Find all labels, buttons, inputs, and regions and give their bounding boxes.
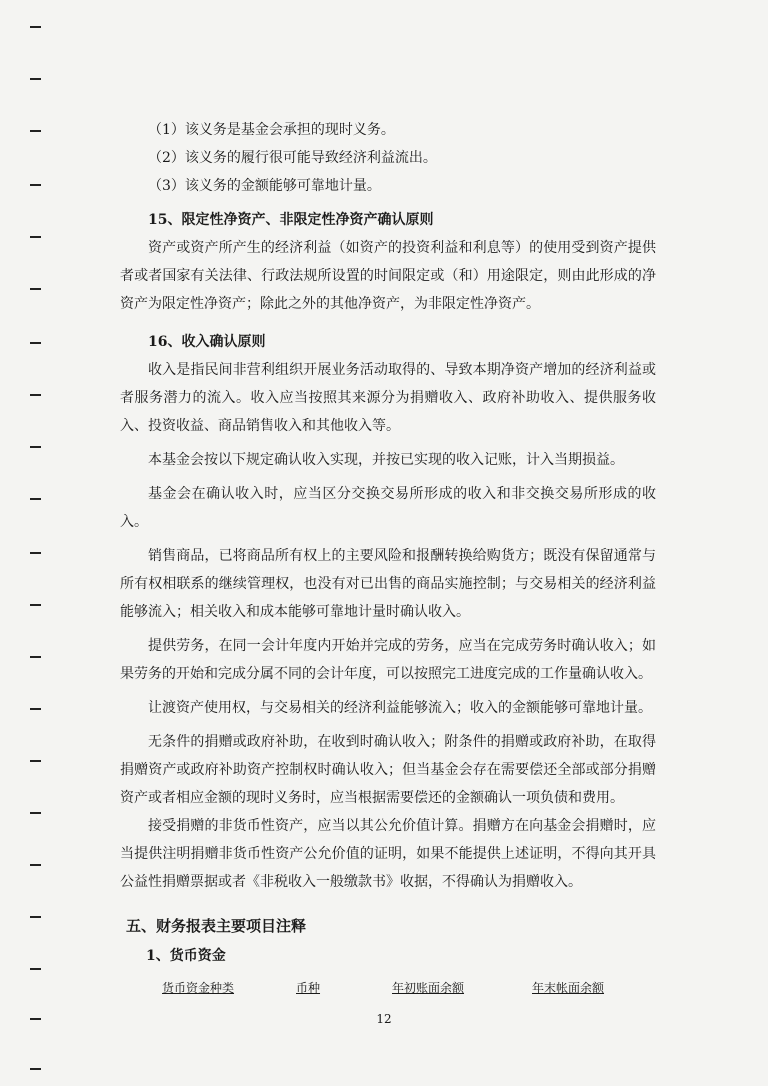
- cash-table-header: [120, 974, 656, 1002]
- section-16-paragraph-4: 销售商品，已将商品所有权上的主要风险和报酬转换给购货方；既没有保留通常与所有权相联系的继续管理权，也没有对已出售的商品实施控制；与交易相关的经济利益能够流入；相关收入和成本能够可靠地计量时确认收入。: [120, 548, 656, 620]
- page-number: 12: [376, 1012, 392, 1026]
- section-16-paragraph-8: 接受捐赠的非货币性资产，应当以其公允价值计算。捐赠方在向基金会捐赠时，应当提供注明捐赠非货币性资产公允价值的证明，如果不能提供上述证明，不得向其开具公益性捐赠票据或者《非税收入一般缴款书》收据，不得确认为捐赠收入。: [120, 818, 656, 890]
- section-16-paragraph-1: 收入是指民间非营利组织开展业务活动取得的、导致本期净资产增加的经济利益或者服务潜力的流入。收入应当按照其来源分为捐赠收入、政府补助收入、提供服务收入、投资收益、商品销售收入和其他收入等。: [120, 362, 656, 434]
- section-16-heading: 16、收入确认原则: [148, 334, 266, 350]
- section-15-heading: 15、限定性净资产、非限定性净资产确认原则: [148, 212, 434, 228]
- binding-hole-marks: [30, 0, 44, 1086]
- section-5-title: 五、财务报表主要项目注释: [126, 917, 307, 935]
- table-header-currency: 币种: [296, 981, 321, 995]
- section-15-paragraph: 资产或资产所产生的经济利益（如资产的投资利益和利息等）的使用受到资产提供者或者国家有关法律、行政法规所设置的时间限定或（和）用途限定，则由此形成的净资产为限定性净资产；除此之外的其他净资产，为非限定性净资产。: [120, 240, 656, 312]
- section-16-paragraph-2: 本基金会按以下规定确认收入实现，并按已实现的收入记账，计入当期损益。: [148, 452, 624, 468]
- section-16-paragraph-5: 提供劳务，在同一会计年度内开始并完成的劳务，应当在完成劳务时确认收入；如果劳务的开始和完成分属不同的会计年度，可以按照完工进度完成的工作量确认收入。: [120, 638, 656, 682]
- table-header-closing-balance: 年末帐面余额: [532, 981, 605, 995]
- section-16-paragraph-3: 基金会在确认收入时，应当区分交换交易所形成的收入和非交换交易所形成的收入。: [120, 486, 656, 530]
- section-16-paragraph-6: 让渡资产使用权，与交易相关的经济利益能够流入；收入的金额能够可靠地计量。: [148, 700, 652, 716]
- cash-subtitle: 1、货币资金: [146, 948, 226, 964]
- section-16-paragraph-7: 无条件的捐赠或政府补助，在收到时确认收入；附条件的捐赠或政府补助，在取得捐赠资产或政府补助资产控制权时确认收入；但当基金会存在需要偿还全部或部分捐赠资产或者相应金额的现时义务时，应当根据需要偿还的金额确认一项负债和费用。: [120, 734, 656, 806]
- obligation-item-2: （2）该义务的履行很可能导致经济利益流出。: [148, 150, 437, 166]
- table-header-cash-type: 货币资金种类: [162, 981, 235, 995]
- table-header-opening-balance: 年初账面余额: [392, 981, 465, 995]
- obligation-item-1: （1）该义务是基金会承担的现时义务。: [148, 122, 395, 138]
- page-content: [120, 116, 656, 1002]
- obligation-item-3: （3）该义务的金额能够可靠地计量。: [148, 178, 381, 194]
